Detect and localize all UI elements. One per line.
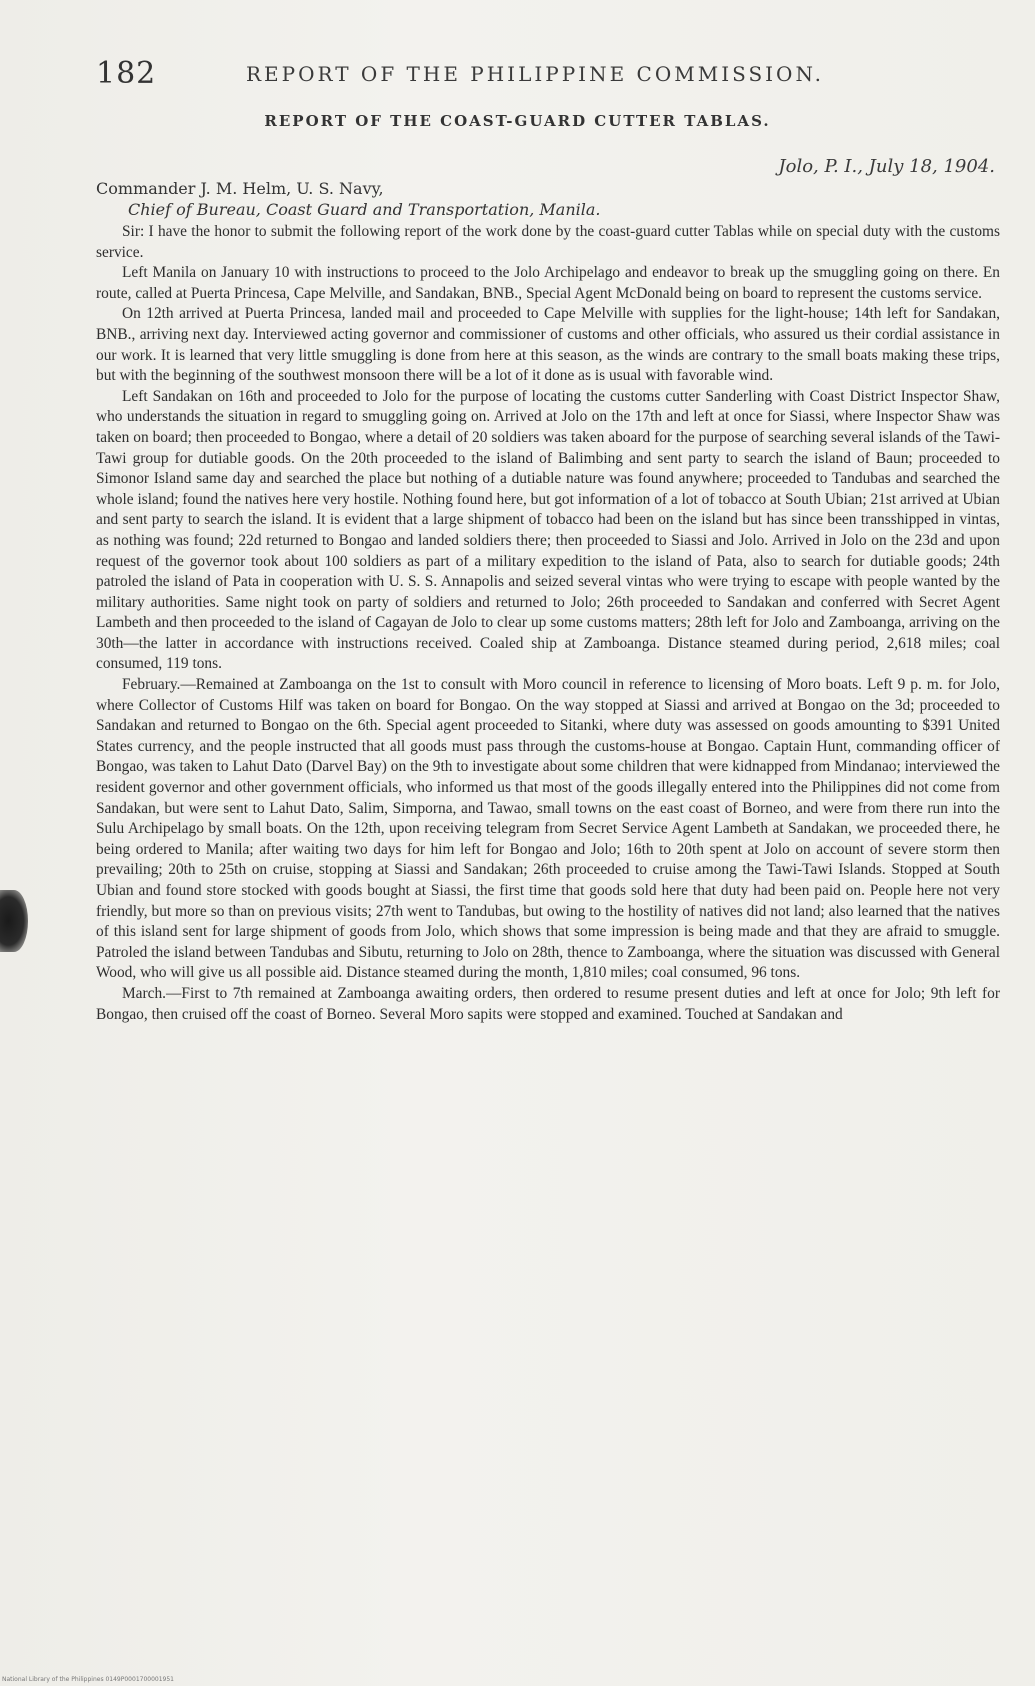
paragraph-salutation: Sir: I have the honor to submit the following report of the work done by the coast-guard cutter Tablas while on special duty with the customs service.: [96, 223, 1000, 261]
dateline: Jolo, P. I., July 18, 1904.: [778, 156, 995, 177]
margin-ink-blot: [0, 890, 28, 952]
report-body: [96, 222, 1000, 1025]
running-head: [96, 56, 976, 96]
paragraph-departure: Left Manila on January 10 with instructions to proceed to the Jolo Archipelago and endeavor to break up the smuggling going on there. En route, called at Puerta Princesa, Cape Melville, and Sandakan, BNB., Special Agent McDonald being on board to represent the customs service.: [96, 264, 1000, 302]
paragraph-march: March.—First to 7th remained at Zamboanga awaiting orders, then ordered to resume present duties and left at once for Jolo; 9th left for Bongao, then cruised off the coast of Borneo. Several Moro sapits were stopped and examined. Touched at Sandakan and: [96, 984, 1000, 1023]
report-title: REPORT OF THE COAST-GUARD CUTTER TABLAS.: [264, 112, 771, 130]
library-footer: National Library of the Philippines 0149P0001700001951: [2, 1676, 174, 1683]
paragraph-february: February.—Remained at Zamboanga on the 1st to consult with Moro council in reference to licensing of Moro boats. Left 9 p. m. for Jolo, where Collector of Customs Hilf was taken on board for Bongao. On the way stopped at Siassi and arrived at Bongao on the 3d; proceeded to Sandakan and returned to Bongao on the 6th. Special agent proceeded to Sitanki, where duty was assessed on goods amounting to $391 United States currency, and the people instructed that all goods must pass through the customs-house at Bongao. Captain Hunt, commanding officer of Bongao, was taken to Lahut Dato (Darvel Bay) on the 9th to investigate about some children that were kidnapped from Mindanao; interviewed the resident governor and other government officials, who informed us that most of the goods illegally entered into the Philippines did not come from Sandakan, but were sent to Lahut Dato, Salim, Simporna, and Tawao, small towns on the east coast of Borneo, and were from there run into the Sulu Archipelago by small boats. On the 12th, upon receiving telegram from Secret Service Agent Lambeth at Sandakan, we proceeded there, he being ordered to Manila; after waiting two days for him left for Bongao and Jolo; 16th to 20th spent at Jolo on account of severe storm then prevailing; 20th to 25th on cruise, stopping at Siassi and Sandakan; 26th proceeded to cruise among the Tawi-Tawi Islands. Stopped at South Ubian and found store stocked with goods bought at Siassi, the first time that goods sold here that duty had been paid on. People here not very friendly, but more so than on previous visits; 27th went to Tandubas, but owing to the hostility of natives did not land; also learned that the natives of this island sent for large shipment of goods from Jolo, which shows that some impression is being made and that they are afraid to smuggle. Patroled the island between Tandubas and Sibutu, returning to Jolo on 28th, thence to Zamboanga, where the situation was discussed with General Wood, who will give us all possible aid. Distance steamed during the month, 1,810 miles; coal consumed, 96 tons.: [96, 676, 1000, 982]
addressee-block: [96, 178, 601, 220]
running-title: REPORT OF THE PHILIPPINE COMMISSION.: [246, 62, 825, 86]
paragraph-january-cruise: Left Sandakan on 16th and proceeded to Jolo for the purpose of locating the customs cutter Sanderling with Coast District Inspector Shaw, who understands the situation in regard to smuggling going on. Arrived at Jolo on the 17th and left at once for Siassi, where Inspector Shaw was taken on board; then proceeded to Bongao, where a detail of 20 soldiers was taken aboard for the purpose of searching several islands of the Tawi-Tawi group for dutiable goods. On the 20th proceeded to the island of Balimbing and sent party to search the island of Baun; proceeded to Simonor Island same day and searched the place but nothing of a dutiable nature was found anywhere; proceeded to Tandubas and searched the whole island; found the natives here very hostile. Nothing found here, but got information of a lot of tobacco at South Ubian; 21st arrived at Ubian and sent party to search the island. It is evident that a large shipment of tobacco had been on the island but has since been transshipped in vintas, as nothing was found; 22d returned to Bongao and landed soldiers there; then proceeded to Siassi and Jolo. Arrived in Jolo on the 23d and upon request of the governor took about 100 soldiers as part of a military expedition to the island of Pata, also to search for dutiable goods; 24th patroled the island of Pata in cooperation with U. S. S. Annapolis and seized several vintas who were trying to escape with people wanted by the military authorities. Same night took on party of soldiers and returned to Jolo; 26th proceeded to Sandakan and conferred with Secret Agent Lambeth and then proceeded to the island of Cagayan de Jolo to clear up some customs matters; 28th left for Jolo and Zamboanga, arriving on the 30th—the latter in accordance with instructions received. Coaled ship at Zamboanga. Distance steamed during period, 2,618 miles; coal consumed, 119 tons.: [96, 387, 1000, 673]
addressee-title: Chief of Bureau, Coast Guard and Transportation, Manila.: [128, 200, 601, 219]
page-number: 182: [96, 56, 157, 91]
addressee-name: Commander J. M. Helm, U. S. Navy,: [96, 179, 384, 198]
paragraph-puerta-princesa: On 12th arrived at Puerta Princesa, landed mail and proceeded to Cape Melville with supplies for the light-house; 14th left for Sandakan, BNB., arriving next day. Interviewed acting governor and commissioner of customs and other officials, who assured us their cordial assistance in our work. It is learned that very little smuggling is done from here at this season, as the winds are contrary to the small boats making these trips, but with the beginning of the southwest monsoon there will be a lot of it done as is usual with favorable wind.: [96, 305, 1000, 385]
